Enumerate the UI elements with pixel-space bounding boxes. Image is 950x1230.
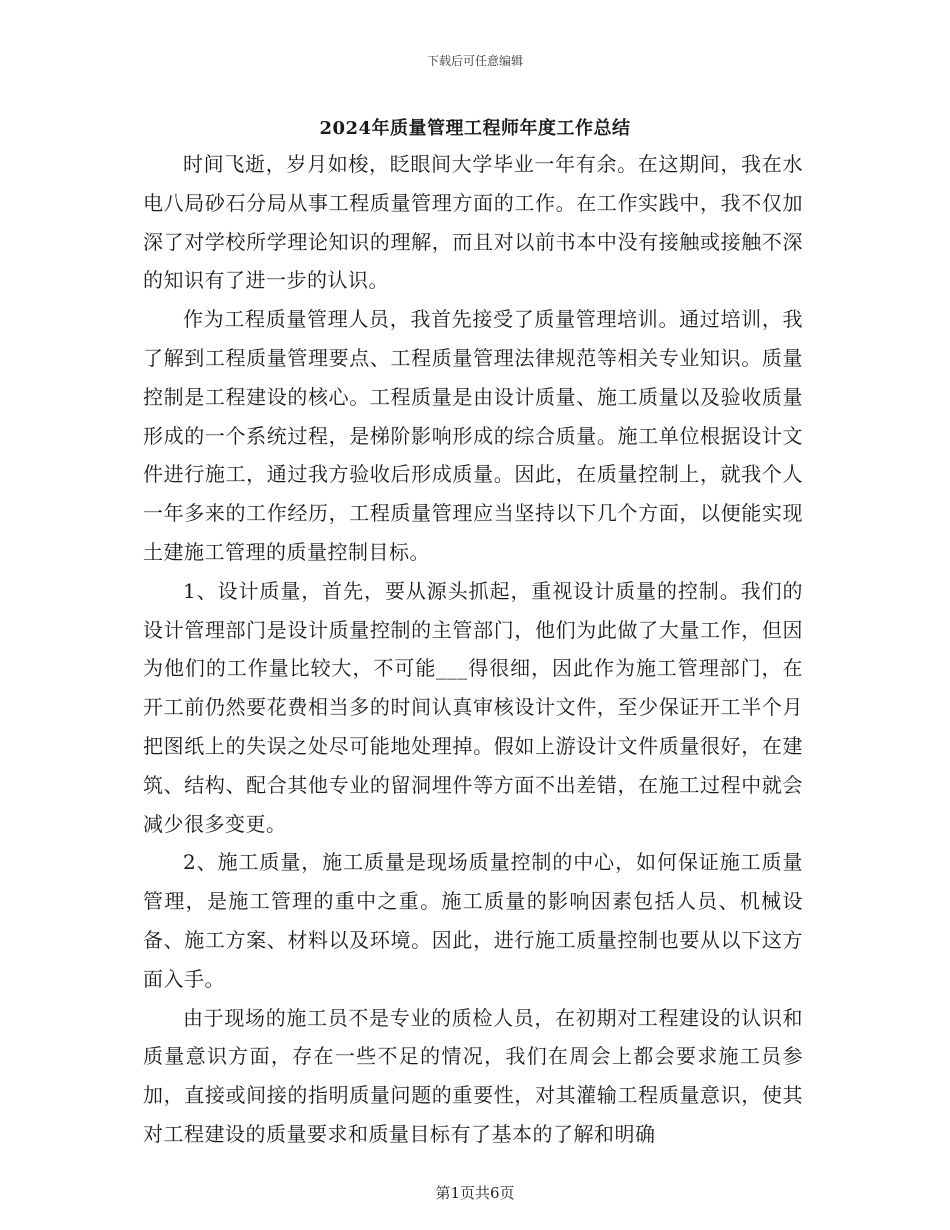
document-body [143,145,803,1154]
document-title: 2024年质量管理工程师年度工作总结 [319,118,631,139]
paragraph-design-quality: 1、设计质量，首先，要从源头抓起，重视设计质量的控制。我们的设计管理部门是设计质量控制的主管部门，他们为此做了大量工作，但因为他们的工作量比较大，不可能___得很细，因此作为施工管理部门，在开工前仍然要花费相当多的时间认真审核设计文件，至少保证开工半个月把图纸上的失误之处尽可能地处理掉。假如上游设计文件质量很好，在建筑、结构、配合其他专业的留洞埋件等方面不出差错，在施工过程中就会减少很多变更。 [143,578,803,836]
paragraph-site-staff: 由于现场的施工员不是专业的质检人员，在初期对工程建设的认识和质量意识方面，存在一些不足的情况，我们在周会上都会要求施工员参加，直接或间接的指明质量问题的重要性，对其灌输工程质量意识，使其对工程建设的质量要求和质量目标有了基本的了解和明确 [143,1005,803,1146]
paragraph-training: 作为工程质量管理人员，我首先接受了质量管理培训。通过培训，我了解到工程质量管理要点、工程质量管理法律规范等相关专业知识。质量控制是工程建设的核心。工程质量是由设计质量、施工质量以及验收质量形成的一个系统过程，是梯阶影响形成的综合质量。施工单位根据设计文件进行施工，通过我方验收后形成质量。因此，在质量控制上，就我个人一年多来的工作经历，工程质量管理应当坚持以下几个方面，以便能实现土建施工管理的质量控制目标。 [143,307,803,564]
page-footer: 第1页共6页 [435,1184,515,1202]
paragraph-construction-quality: 2、施工质量，施工质量是现场质量控制的中心，如何保证施工质量管理，是施工管理的重中之重。施工质量的影响因素包括人员、机械设备、施工方案、材料以及环境。因此，进行施工质量控制也要从以下这方面入手。 [143,850,803,991]
header-note: 下载后可任意编辑 [426,54,523,68]
paragraph-intro: 时间飞逝，岁月如梭，眨眼间大学毕业一年有余。在这期间，我在水电八局砂石分局从事工程质量管理方面的工作。在工作实践中，我不仅加深了对学校所学理论知识的理解，而且对以前书本中没有接触或接触不深的知识有了进一步的认识。 [143,152,803,293]
